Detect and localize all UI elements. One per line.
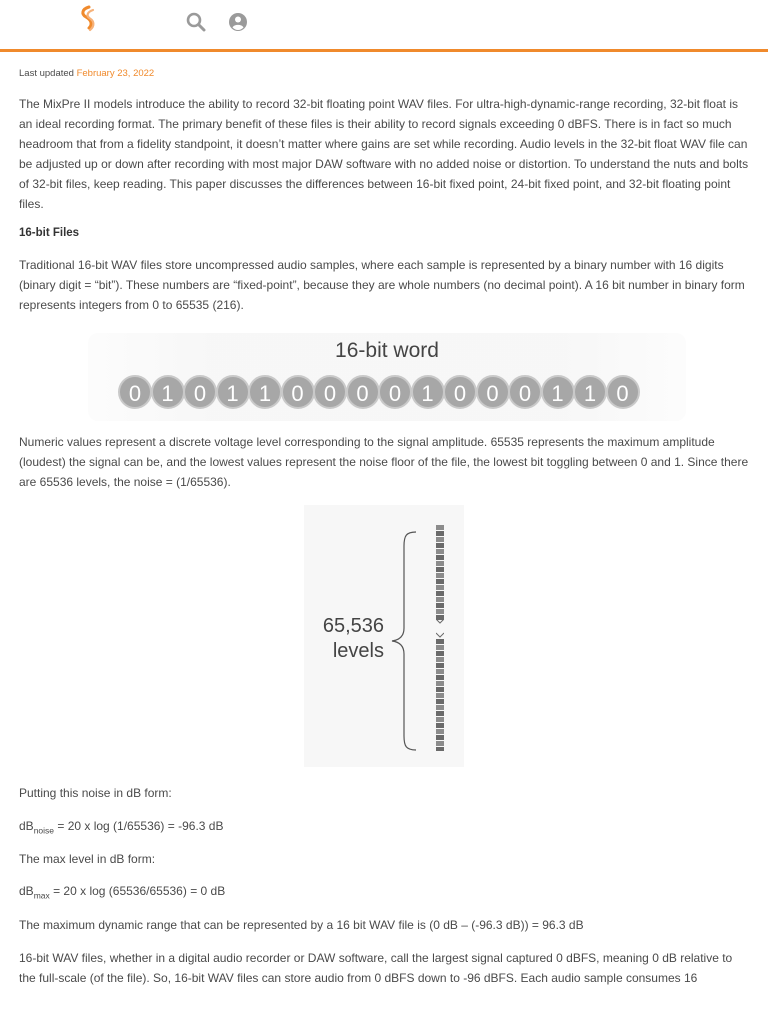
level-ladder-icon	[436, 525, 444, 751]
ladder-step	[436, 543, 444, 548]
max-db-paragraph: The max level in dB form:	[19, 852, 156, 866]
bit-digit: 1	[573, 375, 607, 409]
ladder-step	[436, 747, 444, 751]
ladder-step	[436, 549, 444, 554]
ladder-step	[436, 711, 444, 716]
ladder-step	[436, 729, 444, 734]
ladder-step	[436, 741, 444, 746]
ladder-step	[436, 615, 444, 620]
levels-count: 65,536	[322, 615, 384, 637]
ladder-step	[436, 735, 444, 740]
bit-digit: 0	[183, 375, 217, 409]
ladder-step	[436, 555, 444, 560]
ladder-step	[436, 561, 444, 566]
ladder-step	[436, 681, 444, 686]
ladder-step	[436, 609, 444, 614]
ladder-step	[436, 651, 444, 656]
bit-digit: 0	[606, 375, 640, 409]
dynamic-range-paragraph: The maximum dynamic range that can be represented by a 16 bit WAV file is (0 dB – (-96.3 dB)) = 96.3 dB	[19, 918, 584, 932]
search-icon[interactable]	[185, 11, 207, 33]
updated-date-link[interactable]: February 23, 2022	[76, 68, 155, 79]
16bit-word-figure	[88, 333, 686, 421]
bit-digit: 1	[541, 375, 575, 409]
ladder-step	[436, 663, 444, 668]
ladder-step	[436, 585, 444, 590]
curly-brace-icon	[388, 530, 418, 752]
ladder-step	[436, 693, 444, 698]
numeric-values-paragraph: Numeric values represent a discrete voltage level corresponding to the signal amplitude. 65535 represents the maximum amplitude (loudest) the signal can be, and the lowest values represent the noise floor of the file, the lowest bit toggling between 0 and 1. Since there are 65536 levels, the noise = (1/65536).	[19, 435, 749, 489]
ladder-step	[436, 699, 444, 704]
bit-digit: 0	[281, 375, 315, 409]
ladder-step	[436, 723, 444, 728]
max-formula: $dB_{max} = 20$ x log (65536/65536) = 0 dB	[19, 884, 226, 901]
bit-digit: 1	[411, 375, 445, 409]
ladder-step	[436, 525, 444, 530]
bit-digit: 0	[378, 375, 412, 409]
bit-digit: 0	[346, 375, 380, 409]
ladder-step	[436, 537, 444, 542]
figure-title: 16-bit word	[335, 339, 439, 362]
bit-row	[118, 375, 638, 409]
section-heading-16bit: 16-bit Files	[19, 227, 80, 239]
noise-db-paragraph: Putting this noise in dB form:	[19, 786, 172, 800]
account-icon[interactable]	[227, 11, 249, 33]
bit-digit: 1	[248, 375, 282, 409]
ladder-step	[436, 573, 444, 578]
noise-formula: $dB_{noise} = 20$ x log (1/65536) = -96.3 dB	[19, 819, 224, 836]
sound-devices-logo-icon[interactable]	[76, 5, 100, 33]
ladder-step	[436, 597, 444, 602]
ladder-break	[436, 619, 444, 637]
last-updated	[19, 66, 747, 82]
ladder-step	[436, 705, 444, 710]
ladder-step	[436, 717, 444, 722]
ladder-step	[436, 645, 444, 650]
dbfs-paragraph: 16-bit WAV files, whether in a digital audio recorder or DAW software, call the largest signal captured 0 dBFS, meaning 0 dB relative to the full-scale (of the file). So, 16-bit WAV files can store audio from 0 dBFS down to -96 dBFS. Each audio sample consumes 16	[19, 951, 733, 985]
ladder-step	[436, 669, 444, 674]
ladder-step	[436, 579, 444, 584]
ladder-step	[436, 603, 444, 608]
levels-label	[306, 614, 384, 664]
site-header	[0, 0, 768, 52]
ladder-step	[436, 591, 444, 596]
levels-unit: levels	[332, 640, 384, 662]
ladder-step	[436, 657, 444, 662]
ladder-step	[436, 687, 444, 692]
bit-digit: 1	[216, 375, 250, 409]
ladder-step	[436, 531, 444, 536]
ladder-step	[436, 675, 444, 680]
updated-label: Last updated	[19, 68, 74, 79]
intro-paragraph: The MixPre II models introduce the ability to record 32-bit floating point WAV files. For ultra-high-dynamic-range recording, 32-bit float is an ideal recording format. The primary benefit of these files is their ability to record signals exceeding 0 dBFS. There is in fact so much headroom that from a fidelity standpoint, it doesn’t matter where gains are set while recording. Audio levels in the 32-bit float WAV file can be adjusted up or down after recording with most major DAW software with no added noise or distortion. To understand the nuts and bolts of 32-bit files, keep reading. This paper discusses the differences between 16-bit fixed point, 24-bit fixed point, and 32-bit floating point files.	[19, 97, 749, 211]
ladder-step	[436, 567, 444, 572]
bit-digit: 0	[443, 375, 477, 409]
ladder-step	[436, 639, 444, 644]
bit-digit: 0	[313, 375, 347, 409]
16bit-paragraph: Traditional 16-bit WAV files store uncompressed audio samples, where each sample is represented by a binary number with 16 digits (binary digit = “bit”). These numbers are “fixed-point”, because they are whole numbers (no decimal point). A 16 bit number in binary form represents integers from 0 to 65535 (216).	[19, 258, 745, 312]
bit-digit: 1	[151, 375, 185, 409]
bit-digit: 0	[476, 375, 510, 409]
bit-digit: 0	[118, 375, 152, 409]
bit-digit: 0	[508, 375, 542, 409]
